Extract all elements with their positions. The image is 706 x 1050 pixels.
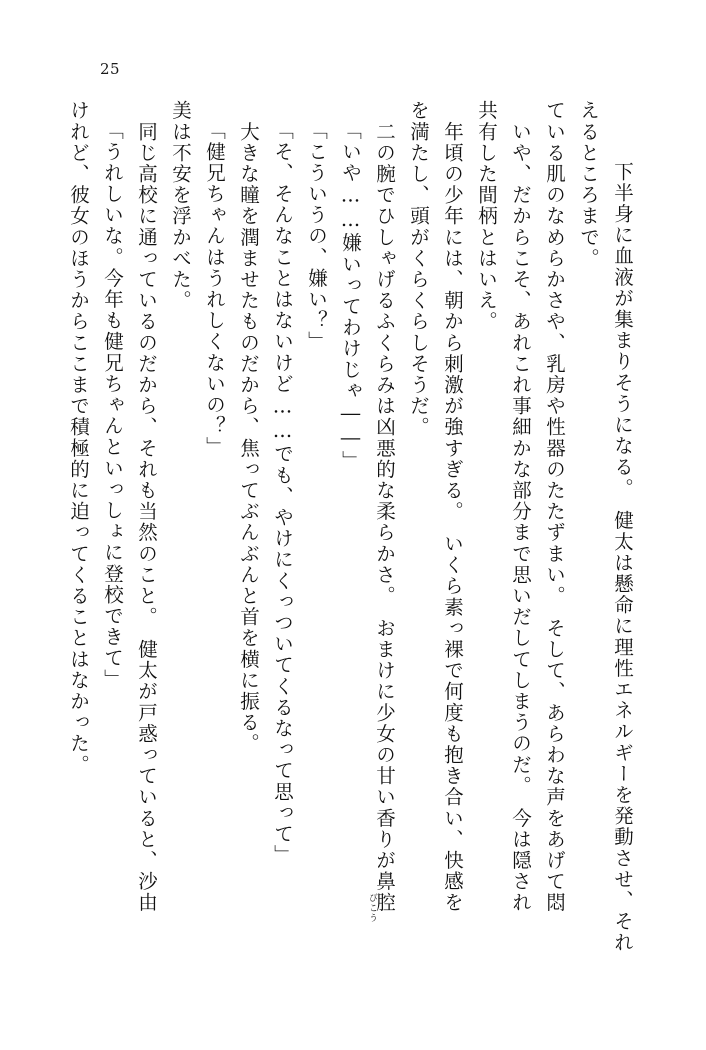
text-column: 「うれしいな。今年も健兄ちゃんといっしょに登校できて」 [101,120,124,690]
page-number: 25 [100,60,121,78]
text-column: 同じ高校に通っているのだから、それも当然のこと。 健太が戸惑っていると、沙由 [135,100,158,914]
text-column: 「いや……嫌いってわけじゃ――」 [339,120,362,472]
text-column: 「そ、そんなことはないけど……でも、やけにくっついてくるなって思って」 [271,120,294,866]
ruby-annotation-bikou: びこう [367,893,377,923]
text-column: 共有した間柄とはいえ。 [475,100,498,333]
text-column: 「こういうの、嫌い？」 [305,120,328,353]
text-column: いや、だからこそ、あれこれ事細かな部分まで思いだしてしまうのだ。 今は隠され [509,100,532,914]
text-column: 美は不安を浮かべた。 [169,100,192,311]
text-column: えるところまで。 [577,100,600,269]
text-column: を満たし、頭がくらくらしそうだ。 [407,100,430,438]
text-column: 年頃の少年には、朝から刺激が強すぎる。 いくら素っ裸で何度も抱き合い、快感を [441,100,464,914]
text-column: けれど、彼女のほうからここまで積極的に迫ってくることはなかった。 [67,100,90,776]
text-column: 下半身に血液が集まりそうになる。 健太は懸命に理性エネルギーを発動させ、それ [611,140,634,954]
text-column: 大きな瞳を潤ませたものだから、焦ってぶんぶんと首を横に振る。 [237,100,260,755]
vertical-text-body [54,100,632,980]
text-column: 二の腕でひしゃげるふくらみは凶悪的な柔らかさ。 おまけに少女の甘い香りが鼻腔 [373,100,396,914]
text-column: ている肌のなめらかさや、乳房や性器のたたずまい。 そして、あらわな声をあげて悶 [543,100,566,914]
text-column: 「健兄ちゃんはうれしくないの？」 [203,120,226,458]
